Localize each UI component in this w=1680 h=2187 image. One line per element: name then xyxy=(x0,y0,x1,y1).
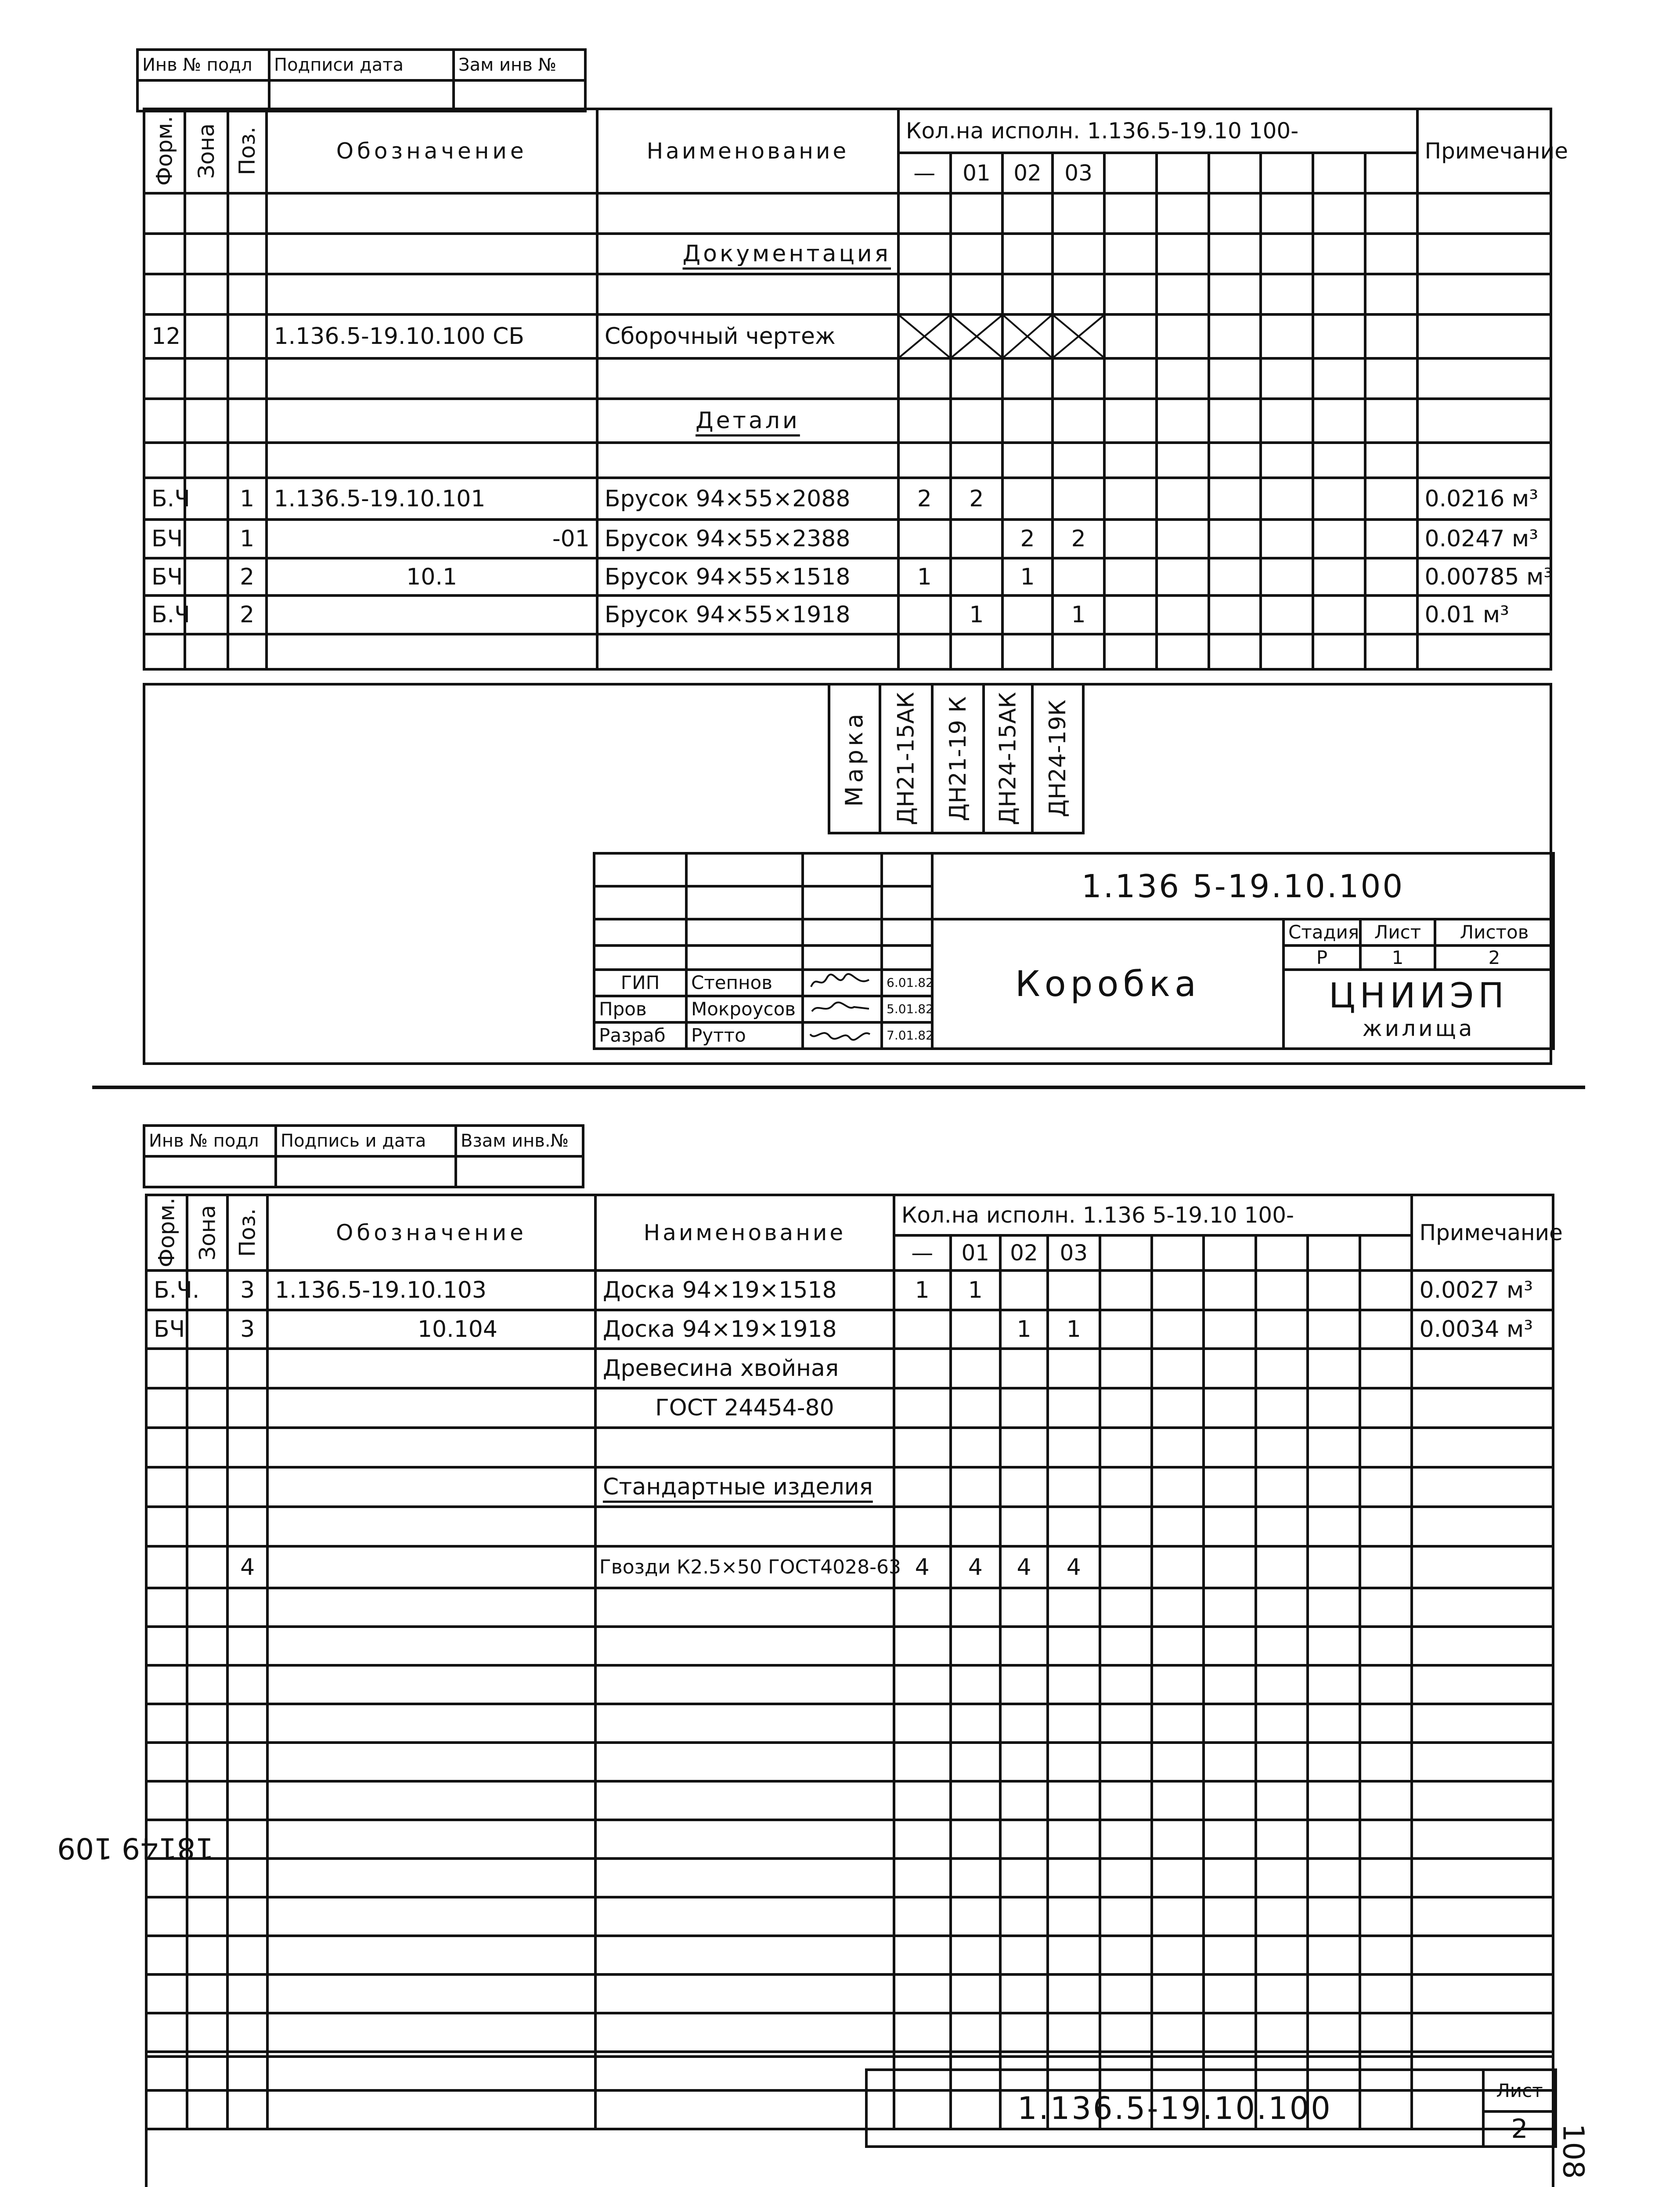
doc-number: 1.136 5-19.10.100 xyxy=(932,853,1554,919)
cell-qty xyxy=(898,520,951,558)
table-row xyxy=(144,358,1551,399)
sheet-value: 1 xyxy=(1360,946,1435,970)
table-row xyxy=(144,314,1551,358)
spec-table-1 xyxy=(143,108,1568,671)
table-row xyxy=(144,558,1551,595)
cell-form: Б.Ч xyxy=(144,478,185,520)
stamp-cell xyxy=(269,80,454,111)
cell-name: Сборочный чертеж xyxy=(597,314,898,358)
signature xyxy=(803,1022,882,1049)
cell-name: Брусок 94×55×2388 xyxy=(597,520,898,558)
stamp-cell xyxy=(137,80,269,111)
cell-note: 0.01 м³ xyxy=(1417,595,1551,634)
cell-pos: 4 xyxy=(227,1546,267,1588)
marka-value: ДН24-19К xyxy=(1032,684,1083,833)
col-zone-header: Зона xyxy=(187,1195,228,1270)
marka-value: ДН24-15АК xyxy=(984,684,1032,833)
table-row xyxy=(144,634,1551,669)
cell-qty: 1 xyxy=(894,1270,951,1310)
cell-designation: 1.136.5-19.10.101 xyxy=(267,478,597,520)
cell-qty: 2 xyxy=(951,478,1003,520)
cell-qty xyxy=(951,1310,1000,1349)
cell-note: 0.0034 м³ xyxy=(1412,1310,1553,1349)
qty-col-01: 01 xyxy=(951,1235,1000,1270)
cell-qty: 2 xyxy=(1053,520,1105,558)
spec-table-2 xyxy=(145,1194,1563,2130)
cell-qty: 1 xyxy=(951,1270,1000,1310)
cell-qty xyxy=(1053,558,1105,595)
cell-designation: 10.104 xyxy=(267,1310,595,1349)
col-name-header: Наименование xyxy=(597,109,898,193)
stamp-header xyxy=(136,48,587,112)
cell-name: Брусок 94×55×1918 xyxy=(597,595,898,634)
cell-qty: 1 xyxy=(1000,1310,1048,1349)
title-block xyxy=(593,852,1555,1050)
sign-date: 5.01.82 xyxy=(882,996,932,1022)
qty-col-base: — xyxy=(894,1235,951,1270)
cell-form: БЧ xyxy=(146,1310,187,1349)
org-subname: жилища xyxy=(1362,1016,1475,1042)
cell-name: Доска 94×19×1918 xyxy=(595,1310,894,1349)
table-row xyxy=(146,1974,1553,2013)
stamp-cell xyxy=(276,1156,456,1187)
table-row xyxy=(144,234,1551,274)
cell-qty xyxy=(1048,1270,1100,1310)
cell-qty xyxy=(898,595,951,634)
cell-form: Б.Ч xyxy=(144,595,185,634)
cell-qty: 4 xyxy=(1000,1546,1048,1588)
cell-qty: 1 xyxy=(898,558,951,595)
cell-pos: 2 xyxy=(228,558,267,595)
col-note-header: Примечание xyxy=(1417,109,1551,193)
cell-qty: 4 xyxy=(951,1546,1000,1588)
col-qty-header: Кол.на исполн. 1.136.5-19.10 100- xyxy=(898,109,1417,153)
cell-form: БЧ xyxy=(144,520,185,558)
cell-qty xyxy=(951,558,1003,595)
crossed-cell xyxy=(951,314,1003,358)
cell-name: Гвозди К2.5×50 ГОСТ4028-63 xyxy=(595,1546,894,1588)
table-row xyxy=(146,1665,1553,1704)
signature xyxy=(803,970,882,996)
cell-name: ГОСТ 24454-80 xyxy=(595,1388,894,1428)
table-row xyxy=(144,399,1551,443)
cell-qty xyxy=(1053,478,1105,520)
role-person: Мокроусов xyxy=(686,996,803,1022)
col-pos-header: Поз. xyxy=(228,109,267,193)
cell-qty: 1 xyxy=(1002,558,1053,595)
sheets-label: Листов xyxy=(1435,919,1554,946)
cell-note: 0.0247 м³ xyxy=(1417,520,1551,558)
qty-col-base: — xyxy=(898,153,951,193)
marka-value: ДН21-15АК xyxy=(880,684,932,833)
table-row xyxy=(146,2013,1553,2052)
cell-name: Доска 94×19×1518 xyxy=(595,1270,894,1310)
col-form-header: Форм. xyxy=(144,109,185,193)
stamp-replace-label: Зам инв № xyxy=(454,50,585,80)
table-row xyxy=(146,1704,1553,1743)
cell-zone xyxy=(185,314,228,358)
table-row xyxy=(144,478,1551,520)
col-note-header: Примечание xyxy=(1412,1195,1553,1270)
qty-col-03: 03 xyxy=(1053,153,1105,193)
stamp-cell xyxy=(454,80,585,111)
archive-number: 18149 109 xyxy=(57,1831,214,1865)
sign-date: 7.01.82 xyxy=(882,1022,932,1049)
cell-designation xyxy=(267,595,597,634)
cell-qty: 1 xyxy=(1048,1310,1100,1349)
sheet-label: Лист xyxy=(1360,919,1435,946)
cell-qty xyxy=(894,1310,951,1349)
cell-qty: 4 xyxy=(1048,1546,1100,1588)
cell-designation: 1.136.5-19.10.100 СБ xyxy=(267,314,597,358)
cell-pos: 3 xyxy=(227,1310,267,1349)
col-name-header: Наименование xyxy=(595,1195,894,1270)
crossed-cell xyxy=(1002,314,1053,358)
cell-note: 0.0216 м³ xyxy=(1417,478,1551,520)
cell-form: Б.Ч. xyxy=(146,1270,187,1310)
cell-qty: 2 xyxy=(898,478,951,520)
cell-pos: 2 xyxy=(228,595,267,634)
col-designation-header: Обозначение xyxy=(267,1195,595,1270)
qty-col-02: 02 xyxy=(1000,1235,1048,1270)
section-parts: Детали xyxy=(695,408,800,434)
col-zone-header: Зона xyxy=(185,109,228,193)
table-row xyxy=(146,1781,1553,1820)
table-row xyxy=(144,193,1551,234)
role-label: Пров xyxy=(594,996,686,1022)
title-block-2 xyxy=(865,2068,1557,2148)
org-name: ЦНИИЭП xyxy=(1329,976,1509,1016)
cell-pos: 1 xyxy=(228,478,267,520)
cell-form: 12 xyxy=(144,314,185,358)
table-row xyxy=(144,443,1551,478)
stamp-replace-label: Взам инв.№ xyxy=(456,1126,583,1156)
col-pos-header: Поз. xyxy=(227,1195,267,1270)
sign-date: 6.01.82 xyxy=(882,970,932,996)
cell-name: Древесина хвойная xyxy=(595,1349,894,1388)
cell-qty xyxy=(951,520,1003,558)
role-label: ГИП xyxy=(594,970,686,996)
section-documentation: Документация xyxy=(682,241,891,267)
cell-pos: 1 xyxy=(228,520,267,558)
table-row xyxy=(146,1936,1553,1974)
cell-name: Брусок 94×55×1518 xyxy=(597,558,898,595)
marka-label: Марка xyxy=(829,684,880,833)
cell-qty: 1 xyxy=(1053,595,1105,634)
col-qty-header: Кол.на исполн. 1.136 5-19.10 100- xyxy=(894,1195,1412,1235)
cell-qty xyxy=(1002,595,1053,634)
cell-pos xyxy=(228,314,267,358)
table-row xyxy=(146,1897,1553,1936)
table-row xyxy=(146,1310,1553,1349)
table-row xyxy=(146,1820,1553,1859)
cell-form: БЧ xyxy=(144,558,185,595)
signature xyxy=(803,996,882,1022)
cell-qty: 4 xyxy=(894,1546,951,1588)
stamp-cell xyxy=(456,1156,583,1187)
table-row xyxy=(146,1388,1553,1428)
stamp-header xyxy=(143,1124,584,1188)
sheets-value: 2 xyxy=(1435,946,1554,970)
role-person: Рутто xyxy=(686,1022,803,1049)
crossed-cell xyxy=(898,314,951,358)
marka-value: ДН21-19 К xyxy=(932,684,984,833)
role-label: Разраб xyxy=(594,1022,686,1049)
cell-qty xyxy=(1002,478,1053,520)
cell-designation: 10.1 xyxy=(267,558,597,595)
table-row xyxy=(144,520,1551,558)
stage-value: Р xyxy=(1283,946,1360,970)
cell-designation: -01 xyxy=(267,520,597,558)
doc-number-2: 1.136.5-19.10.100 xyxy=(866,2070,1483,2147)
stamp-sign-label: Подписи дата xyxy=(269,50,454,80)
qty-col-02: 02 xyxy=(1002,153,1053,193)
qty-col-01: 01 xyxy=(951,153,1003,193)
col-form-header: Форм. xyxy=(146,1195,187,1270)
marka-table xyxy=(828,683,1085,834)
cell-qty: 2 xyxy=(1002,520,1053,558)
qty-col-03: 03 xyxy=(1048,1235,1100,1270)
stage-label: Стадия xyxy=(1283,919,1360,946)
part-name: Коробка xyxy=(932,919,1283,1049)
table-row xyxy=(146,1588,1553,1627)
table-row xyxy=(146,1467,1553,1507)
cell-note: 0.0027 м³ xyxy=(1412,1270,1553,1310)
cell-note: 0.00785 м³ xyxy=(1417,558,1551,595)
table-row xyxy=(146,1270,1553,1310)
table-row xyxy=(144,274,1551,314)
crossed-cell xyxy=(1053,314,1105,358)
table-row xyxy=(146,1859,1553,1897)
stamp-inv-label: Инв № подл xyxy=(144,1126,276,1156)
stamp-sign-label: Подпись и дата xyxy=(276,1126,456,1156)
cell-qty xyxy=(1000,1270,1048,1310)
cell-name: Брусок 94×55×2088 xyxy=(597,478,898,520)
role-person: Степнов xyxy=(686,970,803,996)
table-row xyxy=(146,1627,1553,1665)
section-standard-items: Стандартные изделия xyxy=(602,1474,873,1500)
table-row xyxy=(146,1349,1553,1388)
table-row xyxy=(144,595,1551,634)
table-row xyxy=(146,1743,1553,1781)
table-row xyxy=(146,1428,1553,1467)
sheet-label-2: Лист xyxy=(1483,2070,1556,2111)
cell-qty: 1 xyxy=(951,595,1003,634)
cell-pos: 3 xyxy=(227,1270,267,1310)
table-row xyxy=(146,1507,1553,1546)
stamp-cell xyxy=(144,1156,276,1187)
col-designation-header: Обозначение xyxy=(267,109,597,193)
sheet-divider xyxy=(92,1086,1585,1089)
cell-designation: 1.136.5-19.10.103 xyxy=(267,1270,595,1310)
page-number: 108 xyxy=(1556,2123,1590,2179)
table-row xyxy=(146,1546,1553,1588)
stamp-inv-label: Инв № подл xyxy=(137,50,269,80)
sheet-value-2: 2 xyxy=(1483,2111,1556,2147)
